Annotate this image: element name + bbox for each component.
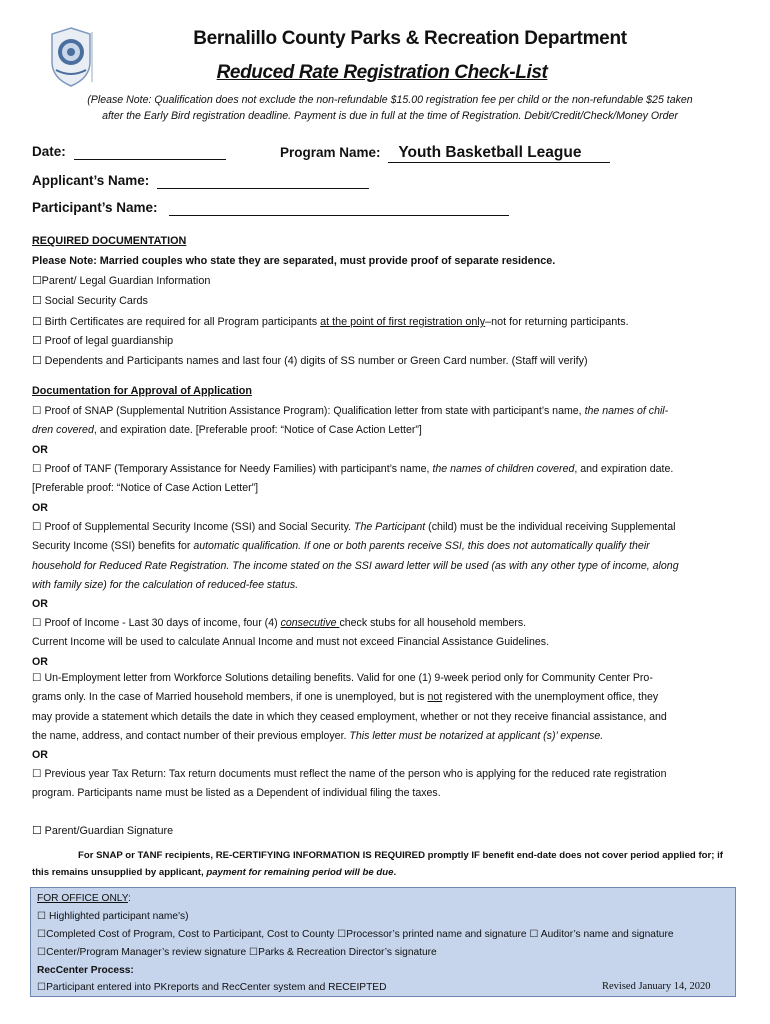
department-title: Bernalillo County Parks & Recreation Department [193,28,627,49]
approval-documentation-heading: Documentation for Approval of Application [32,385,252,397]
checkbox-parent-signature[interactable]: ☐ Parent/Guardian Signature [32,825,174,837]
checkbox-pkreports-receipted[interactable]: ☐Participant entered into PKreports and RecCenter system and RECEIPTED [37,982,387,993]
form-title: Reduced Rate Registration Check-List [216,62,548,83]
unemployment-block[interactable]: ☐ Un-Employment letter from Workforce Solutions detailing benefits. Valid for one (1) 9-week period only for Community Center Pro- grams only. In the case of Married household members, if one is unemployed, but is not registered with the unemployment office, they may provide a statement which details the date in which they ceased employment, whether or not they receive financial assistance, and the name, address, and contact number of their previous employer. This letter must be notarized at applicant (s)’ expense. OR [32,669,738,765]
ssi-block[interactable]: ☐ Proof of Supplemental Security Income (SSI) and Social Security. The Participant (child) must be the individual receiving Supplemental Security Income (SSI) benefits for automatic qualification. If one or both parents receive SSI, this does not automatically qualify their household for Reduced Rate Registration. The income stated on the SSI award letter will be used (as with any other type of income, along with family size) for the calculation of reduced-fee status. OR [32,518,738,614]
recertify-note-line2: this remains unsupplied by applicant, payment for remaining period will be due. [32,867,397,878]
checkbox-dependents-ss[interactable]: ☐ Dependents and Participants names and last four (4) digits of SS number or Green Card number. (Staff will verify) [32,355,588,367]
recertify-note-line1: For SNAP or TANF recipients, RE-CERTIFYING INFORMATION IS REQUIRED promptly IF benefit end-date does not cover period applied for; if [78,850,723,861]
or-separator: OR [32,443,48,456]
separation-note: Please Note: Married couples who state they are separated, must provide proof of separate residence. [32,255,556,267]
date-field: Date: [32,144,226,160]
participant-name-input-line[interactable] [169,200,509,216]
or-separator: OR [32,598,48,611]
checkbox-legal-guardianship[interactable]: ☐ Proof of legal guardianship [32,335,174,347]
revised-date: Revised January 14, 2020 [602,981,711,992]
or-separator: OR [32,501,48,514]
reccenter-process-heading: RecCenter Process: [37,965,134,976]
applicant-name-field: Applicant’s Name: [32,173,369,189]
checkbox-birth-certificates[interactable]: ☐ Birth Certificates are required for all Program participants at the point of first registration only–not for returning participants. [32,316,629,328]
fee-note: (Please Note: Qualification does not exclude the non-refundable $15.00 registration fee per child or the non-refundable $25 taken after the Early Bird registration deadline. Payment is due in full at the time of Registration. Debit/Credit/Check/Money Order [87,94,693,122]
program-name-field: Program Name: Youth Basketball League [280,144,610,163]
date-input-line[interactable] [74,144,226,160]
required-documentation-heading: REQUIRED DOCUMENTATION [32,235,187,247]
tanf-block[interactable]: ☐ Proof of TANF (Temporary Assistance for Needy Families) with participant’s name, the names of children covered, and expiration date. [Preferable proof: “Notice of Case Action Letter”] OR [32,460,738,518]
tax-return-block[interactable]: ☐ Previous year Tax Return: Tax return documents must reflect the name of the person who is applying for the reduced rate registration program. Participants name must be listed as a Dependent of individual filing the taxes. [32,768,667,800]
program-name-value[interactable]: Youth Basketball League [388,144,610,163]
or-separator: OR [32,655,48,668]
office-only-heading: FOR OFFICE ONLY: [37,893,131,904]
checkbox-highlighted-name[interactable]: ☐ Highlighted participant name's) [37,911,189,922]
or-separator: OR [32,749,48,762]
checkbox-manager-director[interactable]: ☐Center/Program Manager’s review signature ☐Parks & Recreation Director’s signature [37,947,437,958]
participant-name-field: Participant’s Name: [32,200,509,216]
checkbox-social-security-cards[interactable]: ☐ Social Security Cards [32,295,148,307]
income-block[interactable]: ☐ Proof of Income - Last 30 days of income, four (4) consecutive check stubs for all household members. Current Income will be used to calculate Annual Income and must not exceed Financial Assistance Guidelines. OR [32,614,738,672]
checkbox-guardian-info[interactable]: ☐Parent/ Legal Guardian Information [32,275,211,287]
checkbox-cost-processor-auditor[interactable]: ☐Completed Cost of Program, Cost to Participant, Cost to County ☐Processor’s printed name and signature ☐ Auditor’s name and signature [37,929,674,940]
snap-block[interactable]: ☐ Proof of SNAP (Supplemental Nutrition Assistance Program): Qualification letter from state with participant’s name, the names of chil- dren covered, and expiration date. [Preferable proof: “Notice of Case Action Letter”] OR [32,402,738,460]
applicant-name-input-line[interactable] [157,173,369,189]
